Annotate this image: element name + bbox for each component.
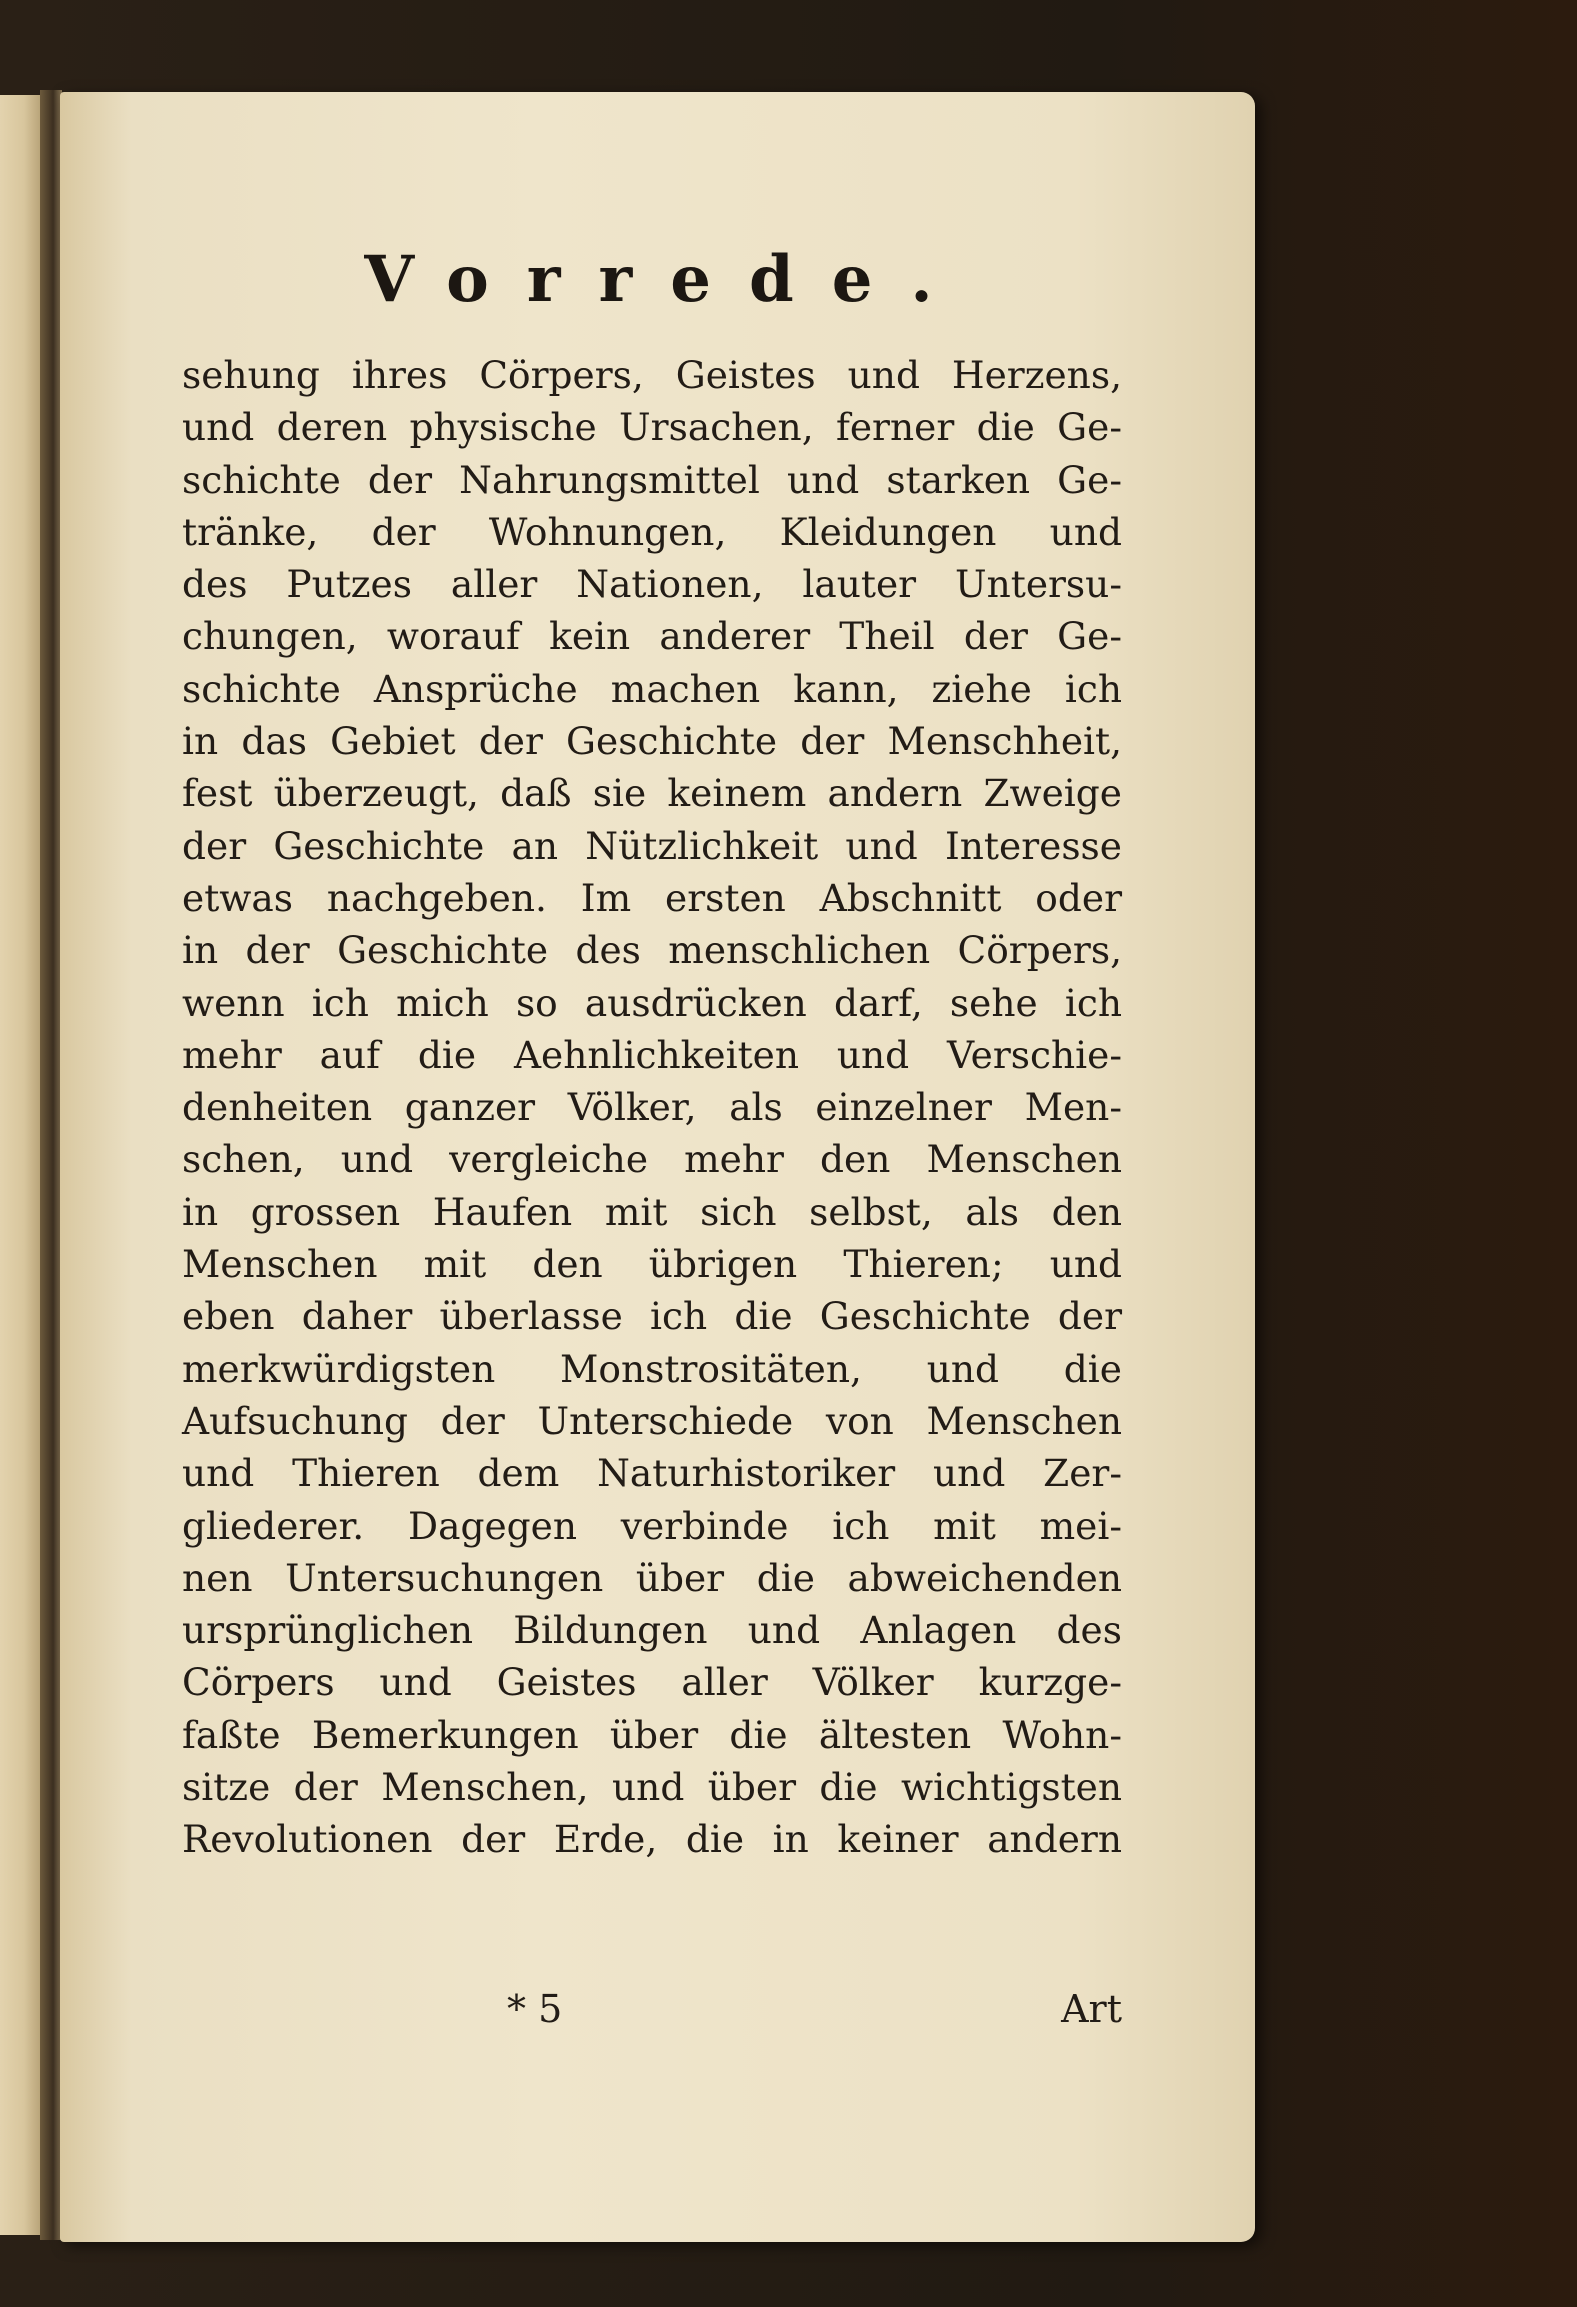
text-line: Menschen mit den übrigen Thieren; und	[182, 1242, 1122, 1287]
text-line: gliederer. Dagegen verbinde ich mit mei-	[182, 1503, 1122, 1548]
text-line: und deren physische Ursachen, ferner die Ge-	[182, 405, 1122, 450]
text-line: ursprünglichen Bildungen und Anlagen des	[182, 1608, 1122, 1653]
text-line: merkwürdigsten Monstrositäten, und die	[182, 1346, 1122, 1391]
text-line: Revolutionen der Erde, die in keiner andern	[182, 1817, 1122, 1862]
text-line: Cörpers und Geistes aller Völker kurzge-	[182, 1660, 1122, 1705]
text-line: chungen, worauf kein anderer Theil der Ge-	[182, 614, 1122, 659]
signature-mark: * 5	[507, 1987, 563, 2031]
text-line: eben daher überlasse ich die Geschichte der	[182, 1294, 1122, 1339]
text-line: tränke, der Wohnungen, Kleidungen und	[182, 509, 1122, 554]
text-line: schichte der Nahrungsmittel und starken Ge-	[182, 457, 1122, 502]
text-line: der Geschichte an Nützlichkeit und Interesse	[182, 823, 1122, 868]
text-line: schen, und vergleiche mehr den Menschen	[182, 1137, 1122, 1182]
text-line: in grossen Haufen mit sich selbst, als den	[182, 1189, 1122, 1234]
text-line: Aufsuchung der Unterschiede von Menschen	[182, 1398, 1122, 1443]
page-footer	[182, 1987, 1122, 2039]
text-line: wenn ich mich so ausdrücken darf, sehe ich	[182, 980, 1122, 1025]
text-line: mehr auf die Aehnlichkeiten und Verschie-	[182, 1032, 1122, 1077]
running-header: Vorrede.	[364, 242, 971, 317]
text-line: in das Gebiet der Geschichte der Menschheit,	[182, 719, 1122, 764]
text-line: faßte Bemerkungen über die ältesten Wohn-	[182, 1712, 1122, 1757]
text-line: etwas nachgeben. Im ersten Abschnitt oder	[182, 875, 1122, 920]
text-line: in der Geschichte des menschlichen Cörpers,	[182, 928, 1122, 973]
left-page-edge	[0, 95, 42, 2235]
catchword: Art	[1061, 1987, 1122, 2031]
text-line: sehung ihres Cörpers, Geistes und Herzens,	[182, 353, 1122, 397]
text-line: schichte Ansprüche machen kann, ziehe ich	[182, 666, 1122, 711]
body-text	[182, 349, 1122, 1866]
text-line: denheiten ganzer Völker, als einzelner Men-	[182, 1085, 1122, 1130]
book-gutter	[40, 90, 62, 2240]
text-line: fest überzeugt, daß sie keinem andern Zweige	[182, 771, 1122, 816]
book-page	[60, 92, 1255, 2242]
text-line: des Putzes aller Nationen, lauter Untersu-	[182, 562, 1122, 607]
text-line: sitze der Menschen, und über die wichtigsten	[182, 1765, 1122, 1810]
text-line: nen Untersuchungen über die abweichenden	[182, 1555, 1122, 1600]
text-line: und Thieren dem Naturhistoriker und Zer-	[182, 1451, 1122, 1496]
